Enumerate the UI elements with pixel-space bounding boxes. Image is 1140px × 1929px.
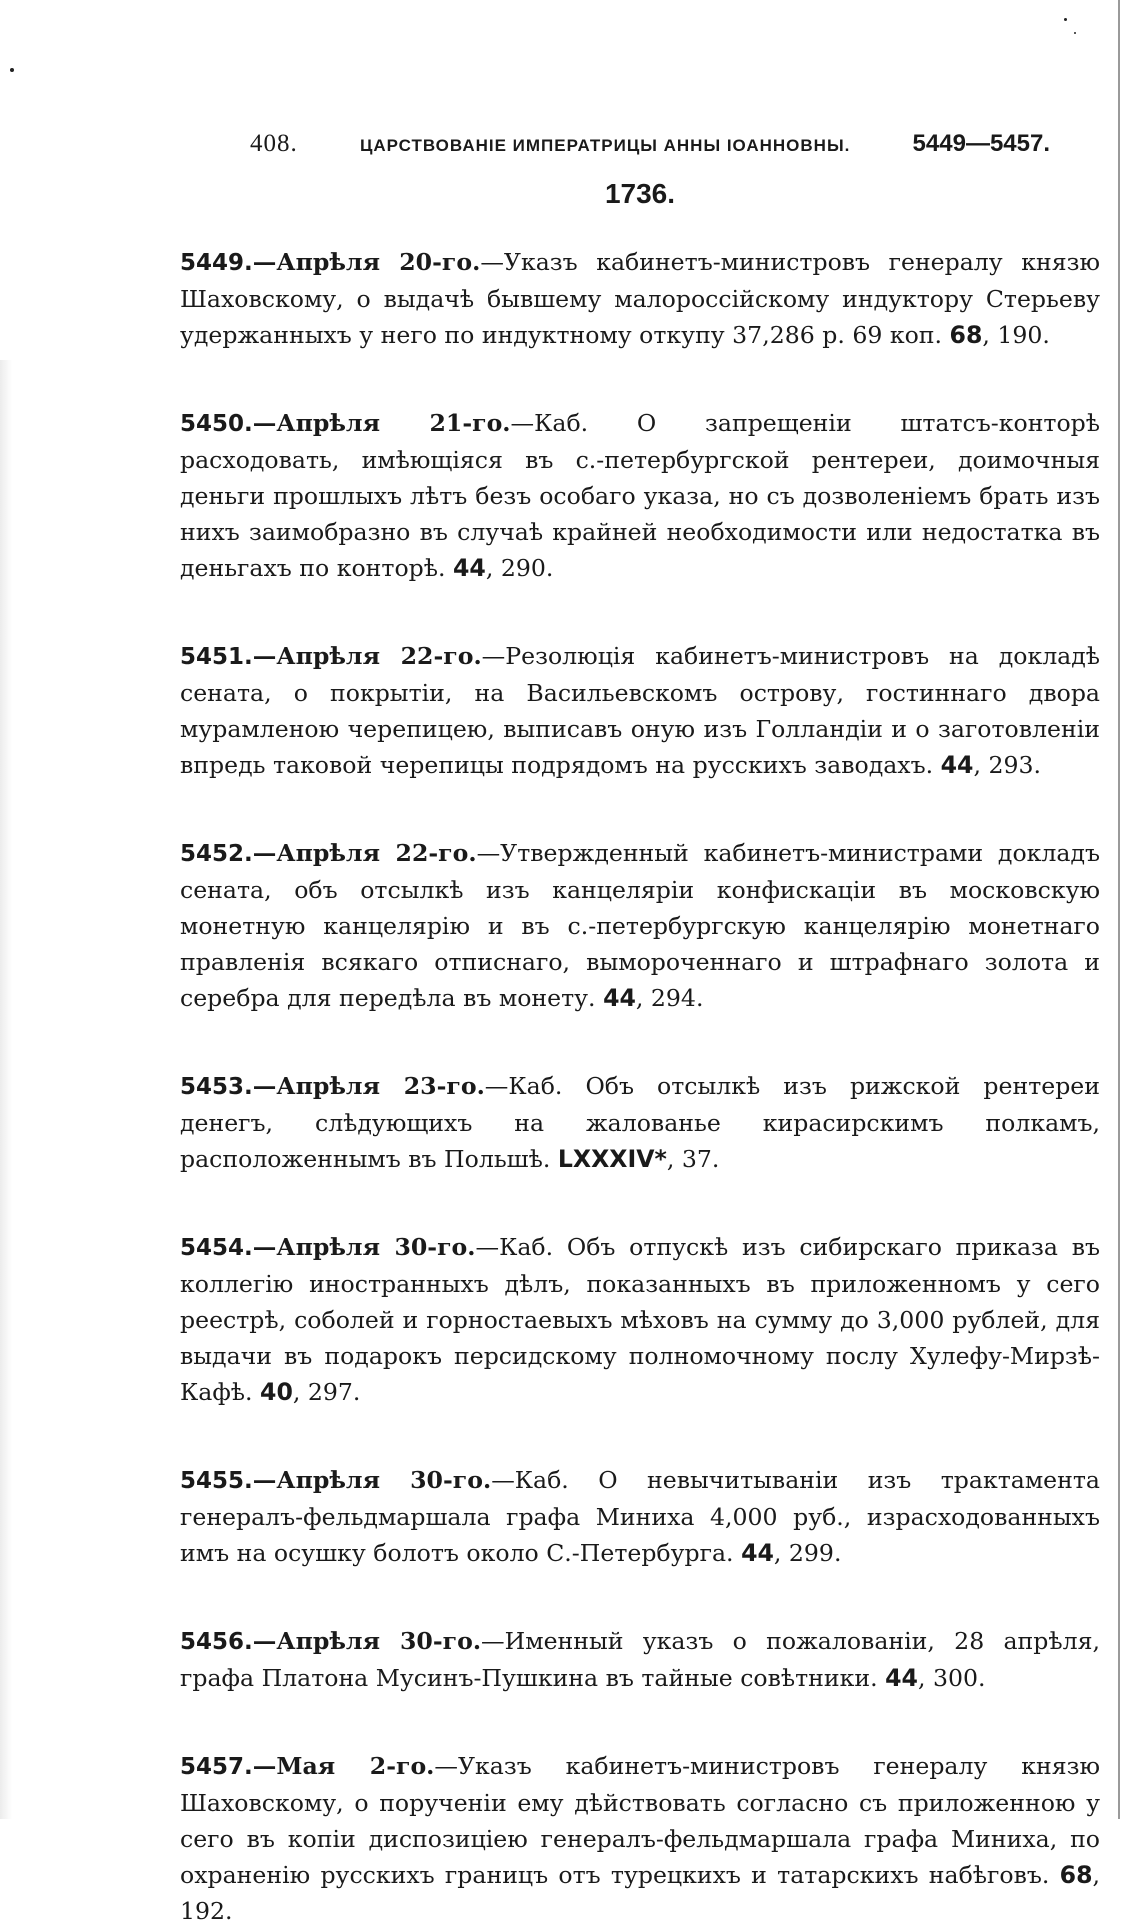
entry-number: 5453. xyxy=(180,1074,253,1100)
entry-date: —Апрѣля 30-го. xyxy=(252,1466,492,1494)
page-number: 408. xyxy=(250,130,298,157)
entry-ref-page: , 300. xyxy=(917,1664,986,1692)
entry-date: —Мая 2-го. xyxy=(252,1752,435,1780)
entry-date: —Апрѣля 30-го. xyxy=(252,1627,482,1655)
entry xyxy=(180,405,1100,586)
entry-ref-page: , 297. xyxy=(292,1378,361,1406)
entry-ref-volume: 44 xyxy=(603,984,636,1012)
scan-speck xyxy=(1074,32,1076,34)
entry-ref-volume: 68 xyxy=(949,321,983,349)
year-heading: 1736. xyxy=(604,178,676,209)
entries-list xyxy=(180,244,1100,1929)
entry xyxy=(180,244,1100,353)
entry xyxy=(180,638,1100,783)
entry-text: —Каб. Объ отпускѣ изъ сибирскаго приказа въ коллегію иностранныхъ дѣлъ, показанныхъ въ приложенномъ у сего реестрѣ, соболей и горностаевыхъ мѣховъ на сумму до 3,000 рублей, для выдачи въ подарокъ персидскому полномочному послу Хулефу-Мирзѣ-Кафѣ. xyxy=(180,1233,1100,1406)
entry-number: 5454. xyxy=(180,1235,253,1261)
entry-ref-volume: LXXXIV* xyxy=(557,1145,667,1173)
entry-text: —Каб. О невычитываніи изъ трактамента генералъ-фельдмаршала графа Миниха 4,000 руб., израсходованныхъ имъ на осушку болотъ около С.-Петербурга. xyxy=(180,1466,1100,1567)
entry-ref-volume: 44 xyxy=(940,751,974,779)
entry-ref-page: , 290. xyxy=(485,554,554,582)
document-page xyxy=(180,130,1101,1925)
entry-text: —Указъ кабинетъ-министровъ генералу князю Шаховскому, о порученіи ему дѣйствовать согласно съ приложенною у сего въ копіи диспозиціею генералъ-фельдмаршала графа Миниха, по охраненію русскихъ границъ отъ турецкихъ и татарскихъ набѣговъ. xyxy=(180,1752,1100,1889)
entry xyxy=(180,1068,1100,1177)
entry-date: —Апрѣля 22-го. xyxy=(252,642,482,670)
entry-number: 5450. xyxy=(180,411,253,437)
running-header xyxy=(180,130,1100,170)
entry-date: —Апрѣля 21-го. xyxy=(252,409,511,437)
entry-ref-page: , 37. xyxy=(666,1145,720,1173)
entry-ref-volume: 44 xyxy=(741,1539,774,1567)
scan-page-edge xyxy=(1118,0,1120,1819)
entry xyxy=(180,1462,1100,1571)
entry-ref-volume: 44 xyxy=(453,554,486,582)
scan-speck xyxy=(10,68,14,72)
scan-speck xyxy=(1064,18,1067,21)
entry-number: 5449. xyxy=(180,250,253,276)
entry-date: —Апрѣля 30-го. xyxy=(252,1233,476,1261)
entry-date: —Апрѣля 23-го. xyxy=(252,1072,485,1100)
entry-text: —Каб. О запрещеніи штатсъ-конторѣ расходовать, имѣющіяся въ с.-петербургской рентереи, доимочныя деньги прошлыхъ лѣтъ безъ особаго указа, но съ дозволеніемъ брать изъ нихъ заимобразно въ случаѣ крайней необходимости или недостатка въ деньгахъ по конторѣ. xyxy=(180,409,1101,582)
entry-text: —Каб. Объ отсылкѣ изъ рижской рентереи денегъ, слѣдующихъ на жалованье кирасирскимъ полкамъ, расположеннымъ въ Польшѣ. xyxy=(180,1072,1100,1173)
entry-date: —Апрѣля 22-го. xyxy=(252,839,477,867)
entry-ref-page: , 190. xyxy=(982,321,1050,349)
entry-ref-page: , 192. xyxy=(180,1861,1100,1925)
entry-text: —Утвержденный кабинетъ-министрами докладъ сената, объ отсылкѣ изъ канцеляріи конфискаціи въ московскую монетную канцелярію и въ с.-петербургскую канцелярію монетнаго правленія всякаго отписнаго, вымороченнаго и штрафнаго золота и серебра для передѣла въ монету. xyxy=(180,839,1100,1012)
entry xyxy=(180,1748,1100,1929)
entry-number: 5452. xyxy=(180,841,253,867)
entry xyxy=(180,1623,1100,1696)
entry-text: —Именный указъ о пожалованіи, 28 апрѣля, графа Платона Мусинъ-Пушкина въ тайные совѣтники. xyxy=(180,1627,1100,1692)
entry-number: 5456. xyxy=(180,1629,253,1655)
entry-ref-page: , 293. xyxy=(973,751,1042,779)
entry-ref-volume: 44 xyxy=(885,1664,918,1692)
entry-text: —Резолюція кабинетъ-министровъ на докладѣ сената, о покрытіи, на Васильевскомъ острову, гостиннаго двора мурамленою черепицею, выписавъ оную изъ Голландіи и о заготовленіи впредь таковой черепицы подрядомъ на русскихъ заводахъ. xyxy=(180,642,1101,779)
entry-ref-page: , 299. xyxy=(773,1539,842,1567)
entry-ref-volume: 68 xyxy=(1059,1861,1093,1889)
entry-number: 5455. xyxy=(180,1468,253,1494)
entry-date: —Апрѣля 20-го. xyxy=(252,248,481,276)
entry xyxy=(180,835,1100,1016)
entry xyxy=(180,1229,1100,1410)
entry-range: 5449—5457. xyxy=(912,130,1050,157)
entry-ref-page: , 294. xyxy=(635,984,704,1012)
entry-text: —Указъ кабинетъ-министровъ генералу князю Шаховскому, о выдачѣ бывшему малороссійскому индуктору Стерьеву удержанныхъ у него по индуктному откупу 37,286 р. 69 коп. xyxy=(180,248,1101,349)
scan-shadow xyxy=(0,360,12,1819)
running-title: ЦАРСТВОВАНІЕ ИМПЕРАТРИЦЫ АННЫ ІОАННОВНЫ. xyxy=(359,136,851,155)
entry-number: 5457. xyxy=(180,1754,253,1780)
entry-ref-volume: 40 xyxy=(260,1378,293,1406)
entry-number: 5451. xyxy=(180,644,253,670)
